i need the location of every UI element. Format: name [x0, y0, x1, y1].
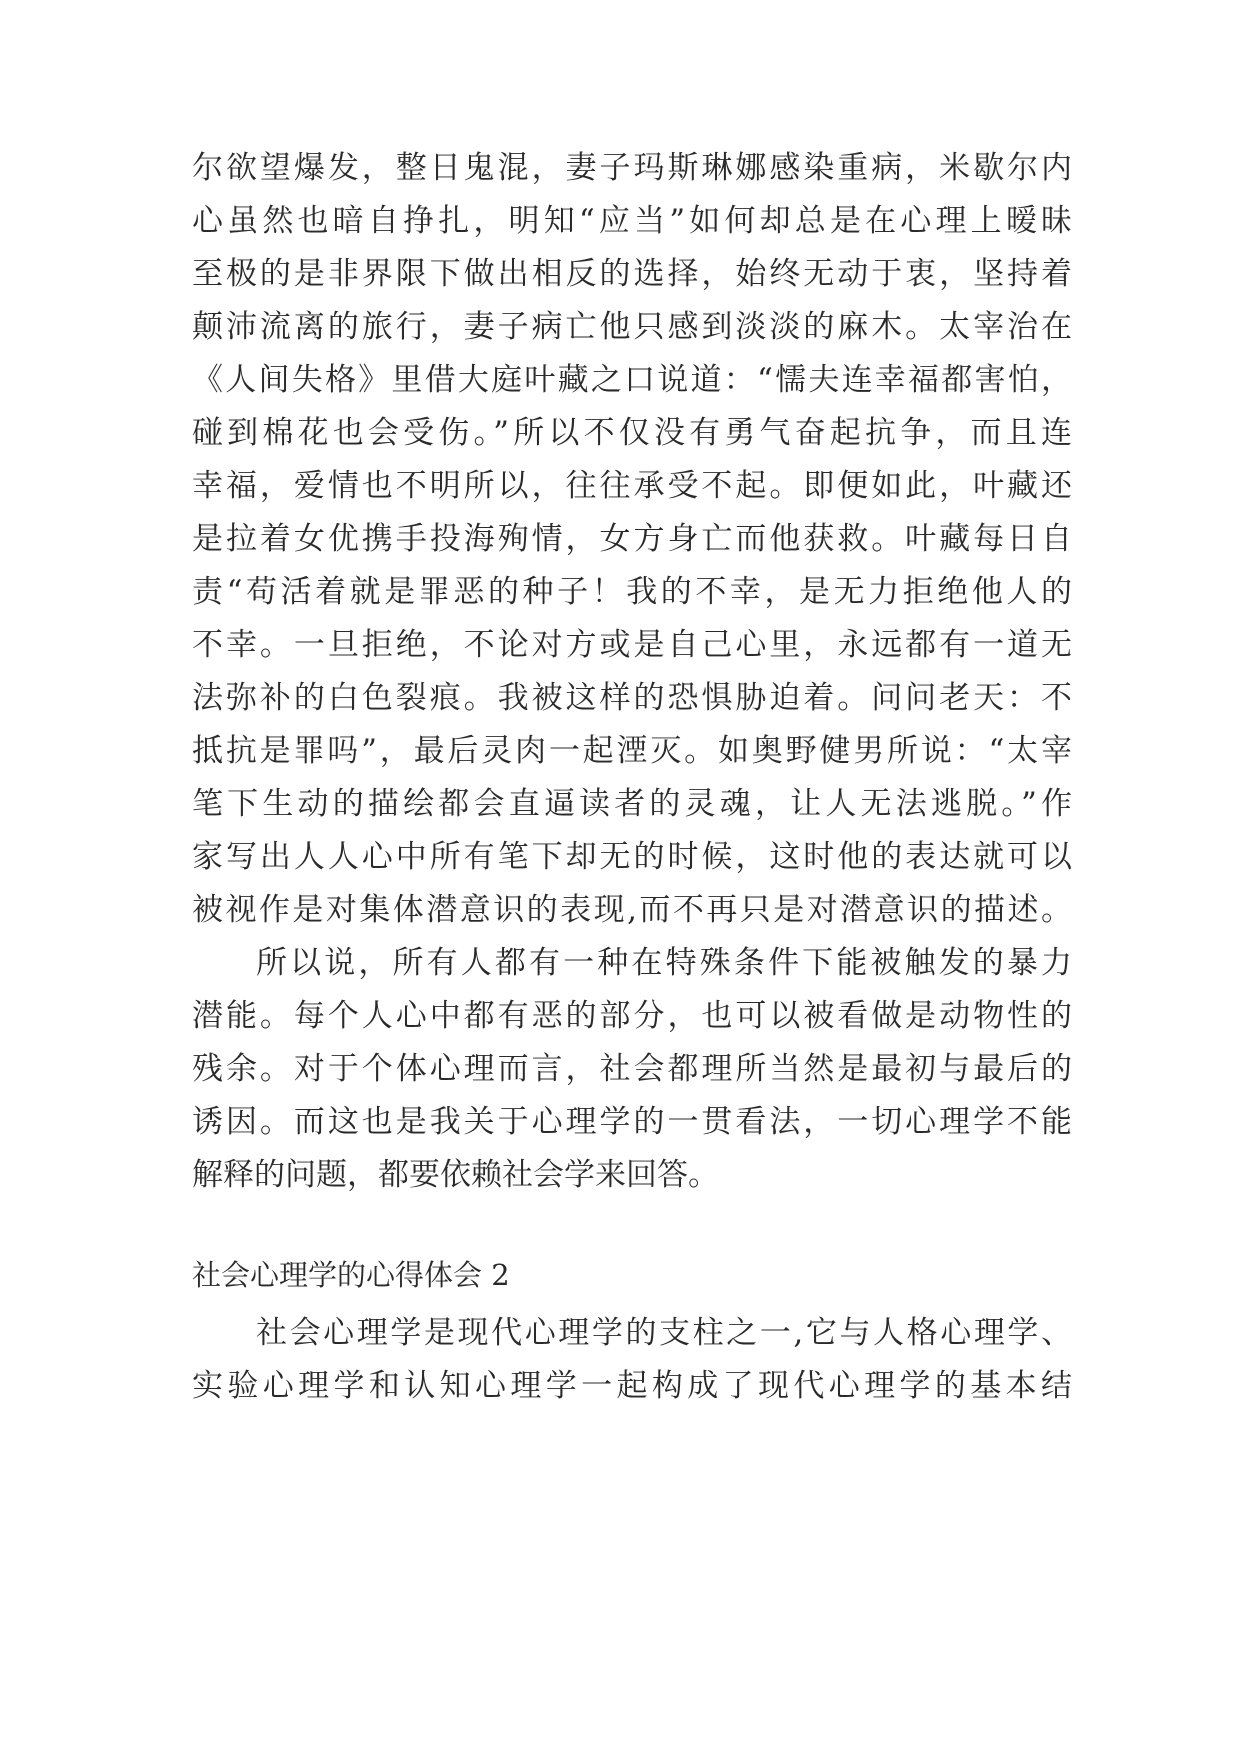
- paragraph-line: 被视作是对集体潜意识的表现,而不再只是对潜意识的描述。: [192, 892, 1072, 928]
- paragraph-line: 尔欲望爆发，整日鬼混，妻子玛斯琳娜感染重病，米歇尔内: [192, 150, 1072, 186]
- paragraph-line: 不幸。一旦拒绝，不论对方或是自己心里，永远都有一道无: [192, 627, 1072, 663]
- paragraph-line: 《人间失格》里借大庭叶藏之口说道：“懦夫连幸福都害怕，: [192, 362, 1072, 398]
- paragraph-line: 幸福，爱情也不明所以，往往承受不起。即便如此，叶藏还: [192, 468, 1072, 504]
- paragraph-line: 残余。对于个体心理而言，社会都理所当然是最初与最后的: [192, 1051, 1072, 1087]
- paragraph-line: 实验心理学和认知心理学一起构成了现代心理学的基本结: [192, 1368, 1072, 1404]
- paragraph-line: 心虽然也暗自挣扎，明知“应当”如何却总是在心理上暧昧: [192, 203, 1072, 239]
- paragraph-line: 笔下生动的描绘都会直逼读者的灵魂，让人无法逃脱。”作: [192, 786, 1072, 822]
- section-heading: 社会心理学的心得体会 2: [192, 1258, 510, 1292]
- paragraph-line: 潜能。每个人心中都有恶的部分，也可以被看做是动物性的: [192, 998, 1072, 1034]
- paragraph-line: 解释的问题，都要依赖社会学来回答。: [192, 1157, 719, 1193]
- paragraph-line: 所以说，所有人都有一种在特殊条件下能被触发的暴力: [256, 945, 1072, 981]
- paragraph-line: 家写出人人心中所有笔下却无的时候，这时他的表达就可以: [192, 839, 1072, 875]
- paragraph-line: 责“苟活着就是罪恶的种子！我的不幸，是无力拒绝他人的: [192, 574, 1072, 610]
- paragraph-line: 诱因。而这也是我关于心理学的一贯看法，一切心理学不能: [192, 1104, 1072, 1140]
- paragraph-line: 社会心理学是现代心理学的支柱之一,它与人格心理学、: [256, 1315, 1072, 1351]
- paragraph-line: 法弥补的白色裂痕。我被这样的恐惧胁迫着。问问老天：不: [192, 680, 1072, 716]
- paragraph-line: 碰到棉花也会受伤。”所以不仅没有勇气奋起抗争，而且连: [192, 415, 1072, 451]
- paragraph-line: 抵抗是罪吗”，最后灵肉一起湮灭。如奥野健男所说：“太宰: [192, 733, 1072, 769]
- paragraph-line: 是拉着女优携手投海殉情，女方身亡而他获救。叶藏每日自: [192, 521, 1072, 557]
- paragraph-line: 颠沛流离的旅行，妻子病亡他只感到淡淡的麻木。太宰治在: [192, 309, 1072, 345]
- paragraph-line: 至极的是非界限下做出相反的选择，始终无动于衷，坚持着: [192, 256, 1072, 292]
